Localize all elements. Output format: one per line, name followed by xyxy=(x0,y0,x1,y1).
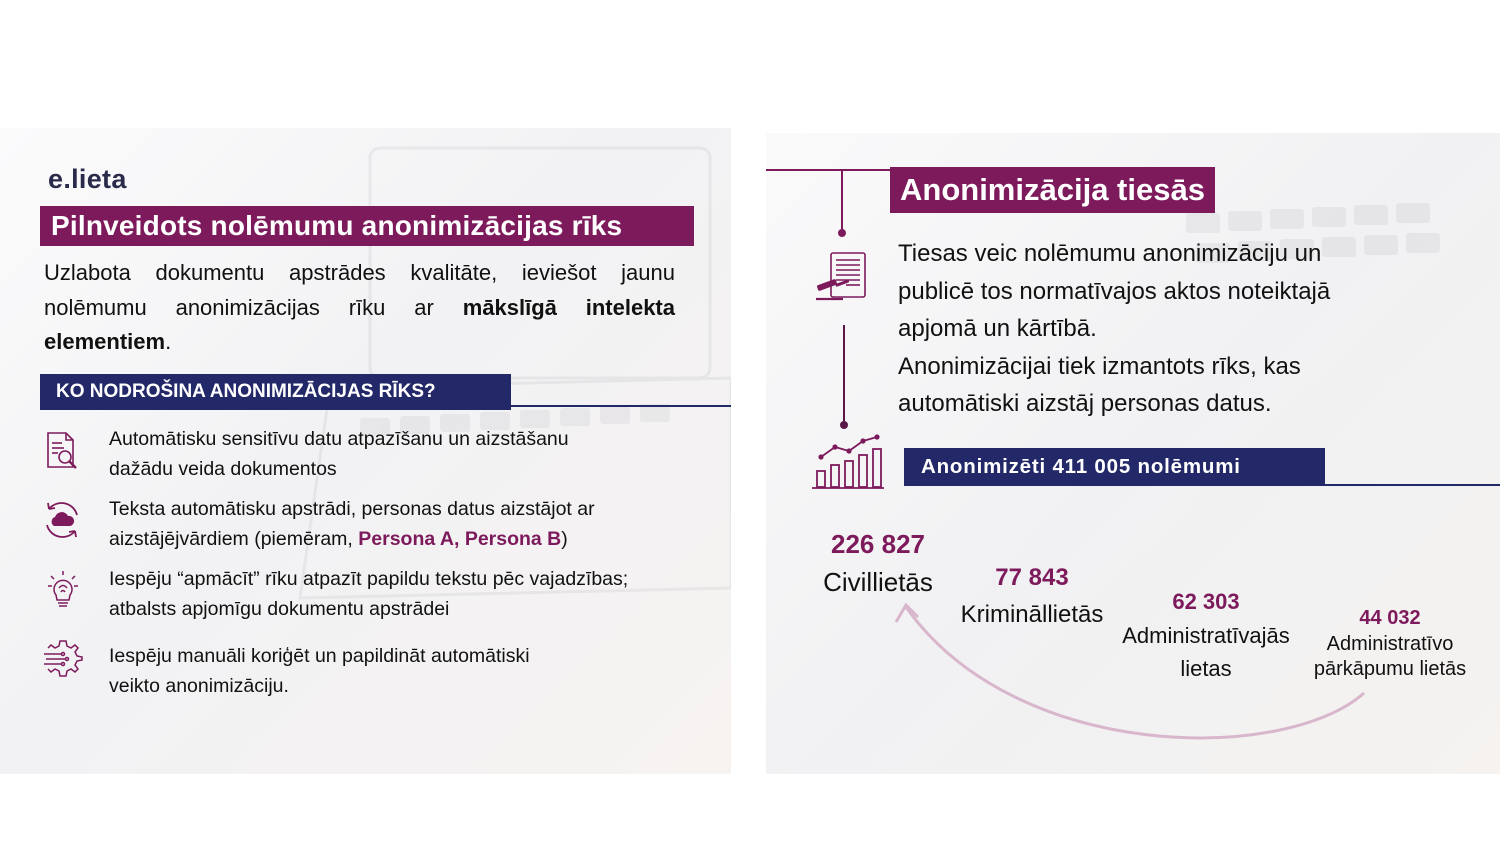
stat-admin-value: 62 303 xyxy=(1172,589,1240,614)
lightbulb-brain-icon xyxy=(42,569,84,611)
stat-offence-value: 44 032 xyxy=(1359,607,1421,629)
stat-criminal-label: Krimināllietās xyxy=(960,601,1104,628)
gear-circuit-icon xyxy=(42,637,84,679)
features-subheader: KO NODROŠINA ANONIMIZĀCIJAS RĪKS? xyxy=(40,374,511,410)
stat-offence-label-2: pārkāpumu lietās xyxy=(1313,658,1467,680)
feature-4-text xyxy=(109,641,530,701)
feature-3-line2: atbalsts apjomīgu dokumentu apstrādei xyxy=(109,598,450,620)
subheader-underline xyxy=(511,405,731,407)
feature-2-line2 xyxy=(109,524,595,554)
stat-offence-label-1: Administratīvo xyxy=(1326,633,1454,655)
intro-paragraph xyxy=(44,256,675,360)
intro-text: Uzlabota dokumentu apstrādes kvalitāte, ieviešot jaunu nolēmumu anonimizācijas rīku ar xyxy=(44,260,675,320)
feature-4-line1: Iespēju manuāli koriģēt un papildināt automātiski xyxy=(109,645,530,667)
feature-2-line1: Teksta automātisku apstrādi, personas datus aizstājot ar xyxy=(109,498,595,520)
document-search-icon xyxy=(42,430,84,472)
feature-3-text xyxy=(109,564,628,624)
feature-1-text xyxy=(109,424,569,484)
stat-admin-label-2: lietas xyxy=(1180,656,1232,681)
left-panel-title: Pilnveidots nolēmumu anonimizācijas rīks xyxy=(40,206,694,246)
feature-2-line2-pre: aizstājējvārdiem (piemēram, xyxy=(109,528,359,550)
body-line-2: publicē tos normatīvajos aktos noteiktajā xyxy=(898,277,1331,305)
feature-4-line2: veikto anonimizāciju. xyxy=(109,675,289,697)
right-panel xyxy=(766,133,1500,774)
body-line-1: Tiesas veic nolēmumu anonimizāciju un xyxy=(898,240,1322,267)
feature-2-text xyxy=(109,494,595,554)
elieta-logo: e.lieta xyxy=(48,164,127,194)
stat-criminal-value: 77 843 xyxy=(995,564,1069,591)
stat-civil-label: Civillietās xyxy=(823,567,933,597)
feature-2-highlight: Persona A, Persona B xyxy=(358,528,562,550)
body-line-4: Anonimizācijai tiek izmantots rīks, kas xyxy=(898,352,1301,380)
feature-2-line2-post: ) xyxy=(561,528,568,550)
right-panel-title: Anonimizācija tiesās xyxy=(890,167,1215,213)
cloud-sync-icon xyxy=(41,499,83,541)
body-line-5: automātiski aizstāj personas datus. xyxy=(898,390,1272,417)
intro-text-end: . xyxy=(165,329,172,354)
feature-1-line2: dažādu veida dokumentos xyxy=(109,458,337,480)
stat-civil-value: 226 827 xyxy=(831,529,925,559)
left-panel xyxy=(0,128,731,774)
feature-3-line1: Iespēju “apmācīt” rīku atpazīt papildu tekstu pēc vajadzības; xyxy=(109,568,629,590)
stats-banner: Anonimizēti 411 005 nolēmumi xyxy=(904,448,1325,486)
body-line-3: apjomā un kārtībā. xyxy=(898,315,1097,342)
stat-admin-label-1: Administratīvajās xyxy=(1122,623,1290,648)
feature-1-line1: Automātisku sensitīvu datu atpazīšanu un aizstāšanu xyxy=(109,428,569,450)
intro-bold-text: mākslīgā intelekta elementiem xyxy=(44,294,675,354)
